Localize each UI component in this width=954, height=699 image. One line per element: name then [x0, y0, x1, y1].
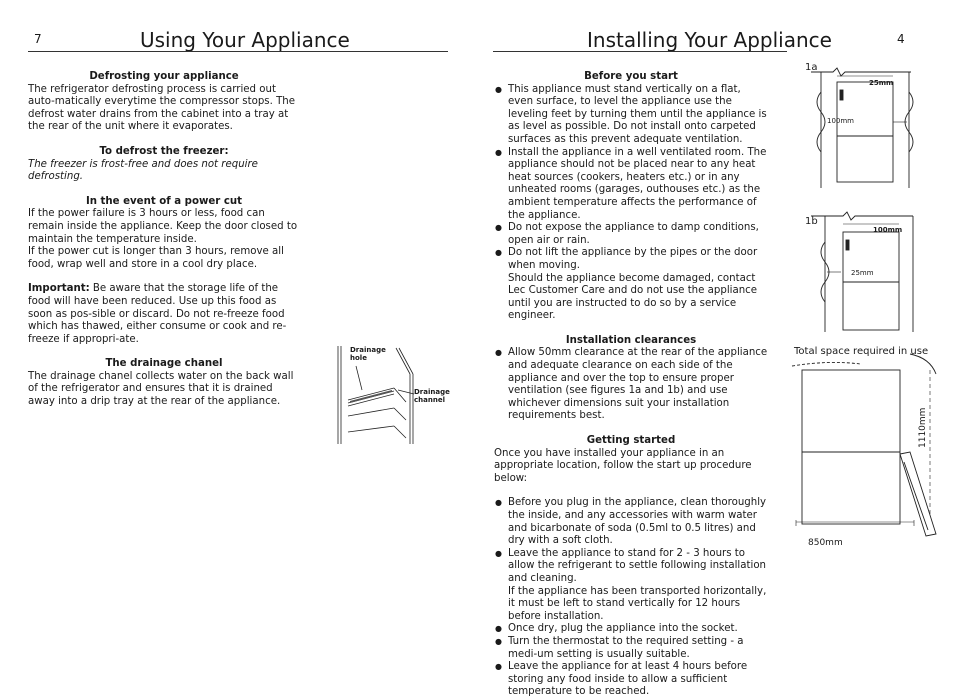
power-cut-heading: In the event of a power cut — [85, 195, 243, 207]
space-drawing — [790, 344, 940, 554]
clearances-heading: Installation clearances — [565, 334, 697, 346]
drainage-body: The drainage chanel collects water on the back wall of the refrigerator and ensures that it is drained away into a drip tray at the rear of the appliance. — [28, 370, 294, 408]
list-item: ● Once dry, plug the appliance into the socket. — [494, 623, 768, 636]
getting-started-list — [494, 497, 768, 585]
title-rule-left — [28, 51, 448, 52]
before-heading: Before you start — [584, 71, 678, 82]
power-cut-body-1: If the power failure is 3 hours or less, food can remain inside the appliance. Keep the door closed to maintain the temperature inside. — [28, 208, 298, 245]
figure-1a-drawing — [803, 62, 923, 192]
power-cut-body-2: If the power cut is longer than 3 hours, remove all food, wrap well and store in a cool dry place. — [28, 246, 284, 270]
figure-1a-label: 1a — [805, 62, 818, 73]
defrost-body: The refrigerator defrosting process is carried out auto-matically everytime the compressor stops. The defrost water drains from the cabinet into a tray at the rear of the unit where it evaporates. — [28, 83, 296, 133]
clearances-list — [494, 347, 768, 423]
page-number-left: 7 — [34, 32, 42, 46]
list-item: ● Leave the appliance to stand for 2 - 3 hours to allow the refrigerant to settle following installation and cleaning. — [494, 548, 768, 586]
figure-1a-top-dim: 25mm — [869, 79, 894, 87]
list-item: ● Install the appliance in a well ventilated room. The appliance should not be placed near to any heat heat sources (cookers, heaters etc.) or in any unheated rooms (garages, outhouses etc.) as the ambient temperature affects the performance of the appliance. — [494, 147, 768, 223]
freezer-heading: To defrost the freezer: — [99, 145, 229, 157]
left-column — [28, 71, 300, 409]
important-label: Important: — [28, 283, 90, 295]
title-rule-right — [493, 51, 787, 52]
width-dimension: 850mm — [808, 538, 843, 548]
list-item: ● Before you plug in the appliance, clean thoroughly the inside, and any accessories with warm water and bicarbonate of soda (0.5ml to 0.5 litres) and dry with a soft cloth. — [494, 497, 768, 547]
getting-started-heading: Getting started — [586, 435, 676, 447]
list-item: ● Allow 50mm clearance at the rear of the appliance and adequate clearance on each side of the appliance and over the top to ensure proper ventilation (see figures 1a and 1b) and use whichever dimensions suit your installation requirements best. — [494, 347, 768, 423]
drainage-hole-label: Drainage hole — [350, 346, 386, 362]
freezer-body: The freezer is frost-free and does not require defrosting. — [28, 158, 258, 183]
figure-1b — [803, 212, 923, 336]
list-item: ● Do not lift the appliance by the pipes or the door when moving. — [494, 247, 768, 272]
page-number-right: 4 — [897, 32, 905, 46]
height-dimension: 1110mm — [918, 407, 928, 448]
figure-1b-top-dim: 100mm — [873, 226, 903, 234]
getting-started-intro: Once you have installed your appliance in an appropriate location, follow the start up procedure below: — [494, 447, 752, 484]
right-page — [477, 0, 954, 698]
getting-started-list-2 — [494, 623, 768, 699]
list-item: ● Do not expose the appliance to damp conditions, open air or rain. — [494, 222, 768, 247]
important-body: Be aware that the storage life of the food will have been reduced. Use up this food as soon as pos-sible or discard. Do not re-freeze food which has thawed, either consume or cook and re-freeze if appropri-ate. — [28, 283, 287, 345]
figure-1b-side-dim: 25mm — [851, 269, 874, 277]
figure-1b-label: 1b — [805, 216, 818, 227]
defrost-heading: Defrosting your appliance — [89, 71, 239, 82]
space-figure — [790, 344, 940, 554]
left-page — [0, 0, 477, 691]
page-title-right: Installing Your Appliance — [587, 28, 832, 52]
drainage-channel-label: Drainage channel — [414, 388, 450, 404]
list-item: ● Turn the thermostat to the required setting - a medi-um setting is usually suitable. — [494, 636, 768, 661]
list-item: ● This appliance must stand vertically on a flat, even surface, to level the appliance use the leveling feet by turning them until the appliance is as level as possible. Do not install onto carpeted surfaces as this prevent adequate ventilation. — [494, 84, 768, 147]
important-paragraph — [28, 283, 300, 346]
drainage-heading: The drainage chanel — [105, 358, 223, 370]
drainage-figure — [336, 344, 450, 446]
page-title-left: Using Your Appliance — [140, 28, 350, 52]
space-caption: Total space required in use — [794, 346, 929, 357]
list-item: ● Leave the appliance for at least 4 hours before storing any food inside to allow a sufficient temperature to be reached. — [494, 661, 768, 699]
figure-1a-side-dim: 100mm — [827, 117, 854, 125]
getting-started-note: If the appliance has been transported horizontally, it must be left to stand vertically for 12 hours before installation. — [508, 585, 767, 622]
before-list — [494, 84, 768, 273]
before-after-note: Should the appliance become damaged, contact Lec Customer Care and do not use the appliance until you are instructed to do so by a service engineer. — [508, 272, 758, 322]
right-column — [494, 71, 768, 699]
figure-1a — [803, 62, 923, 192]
